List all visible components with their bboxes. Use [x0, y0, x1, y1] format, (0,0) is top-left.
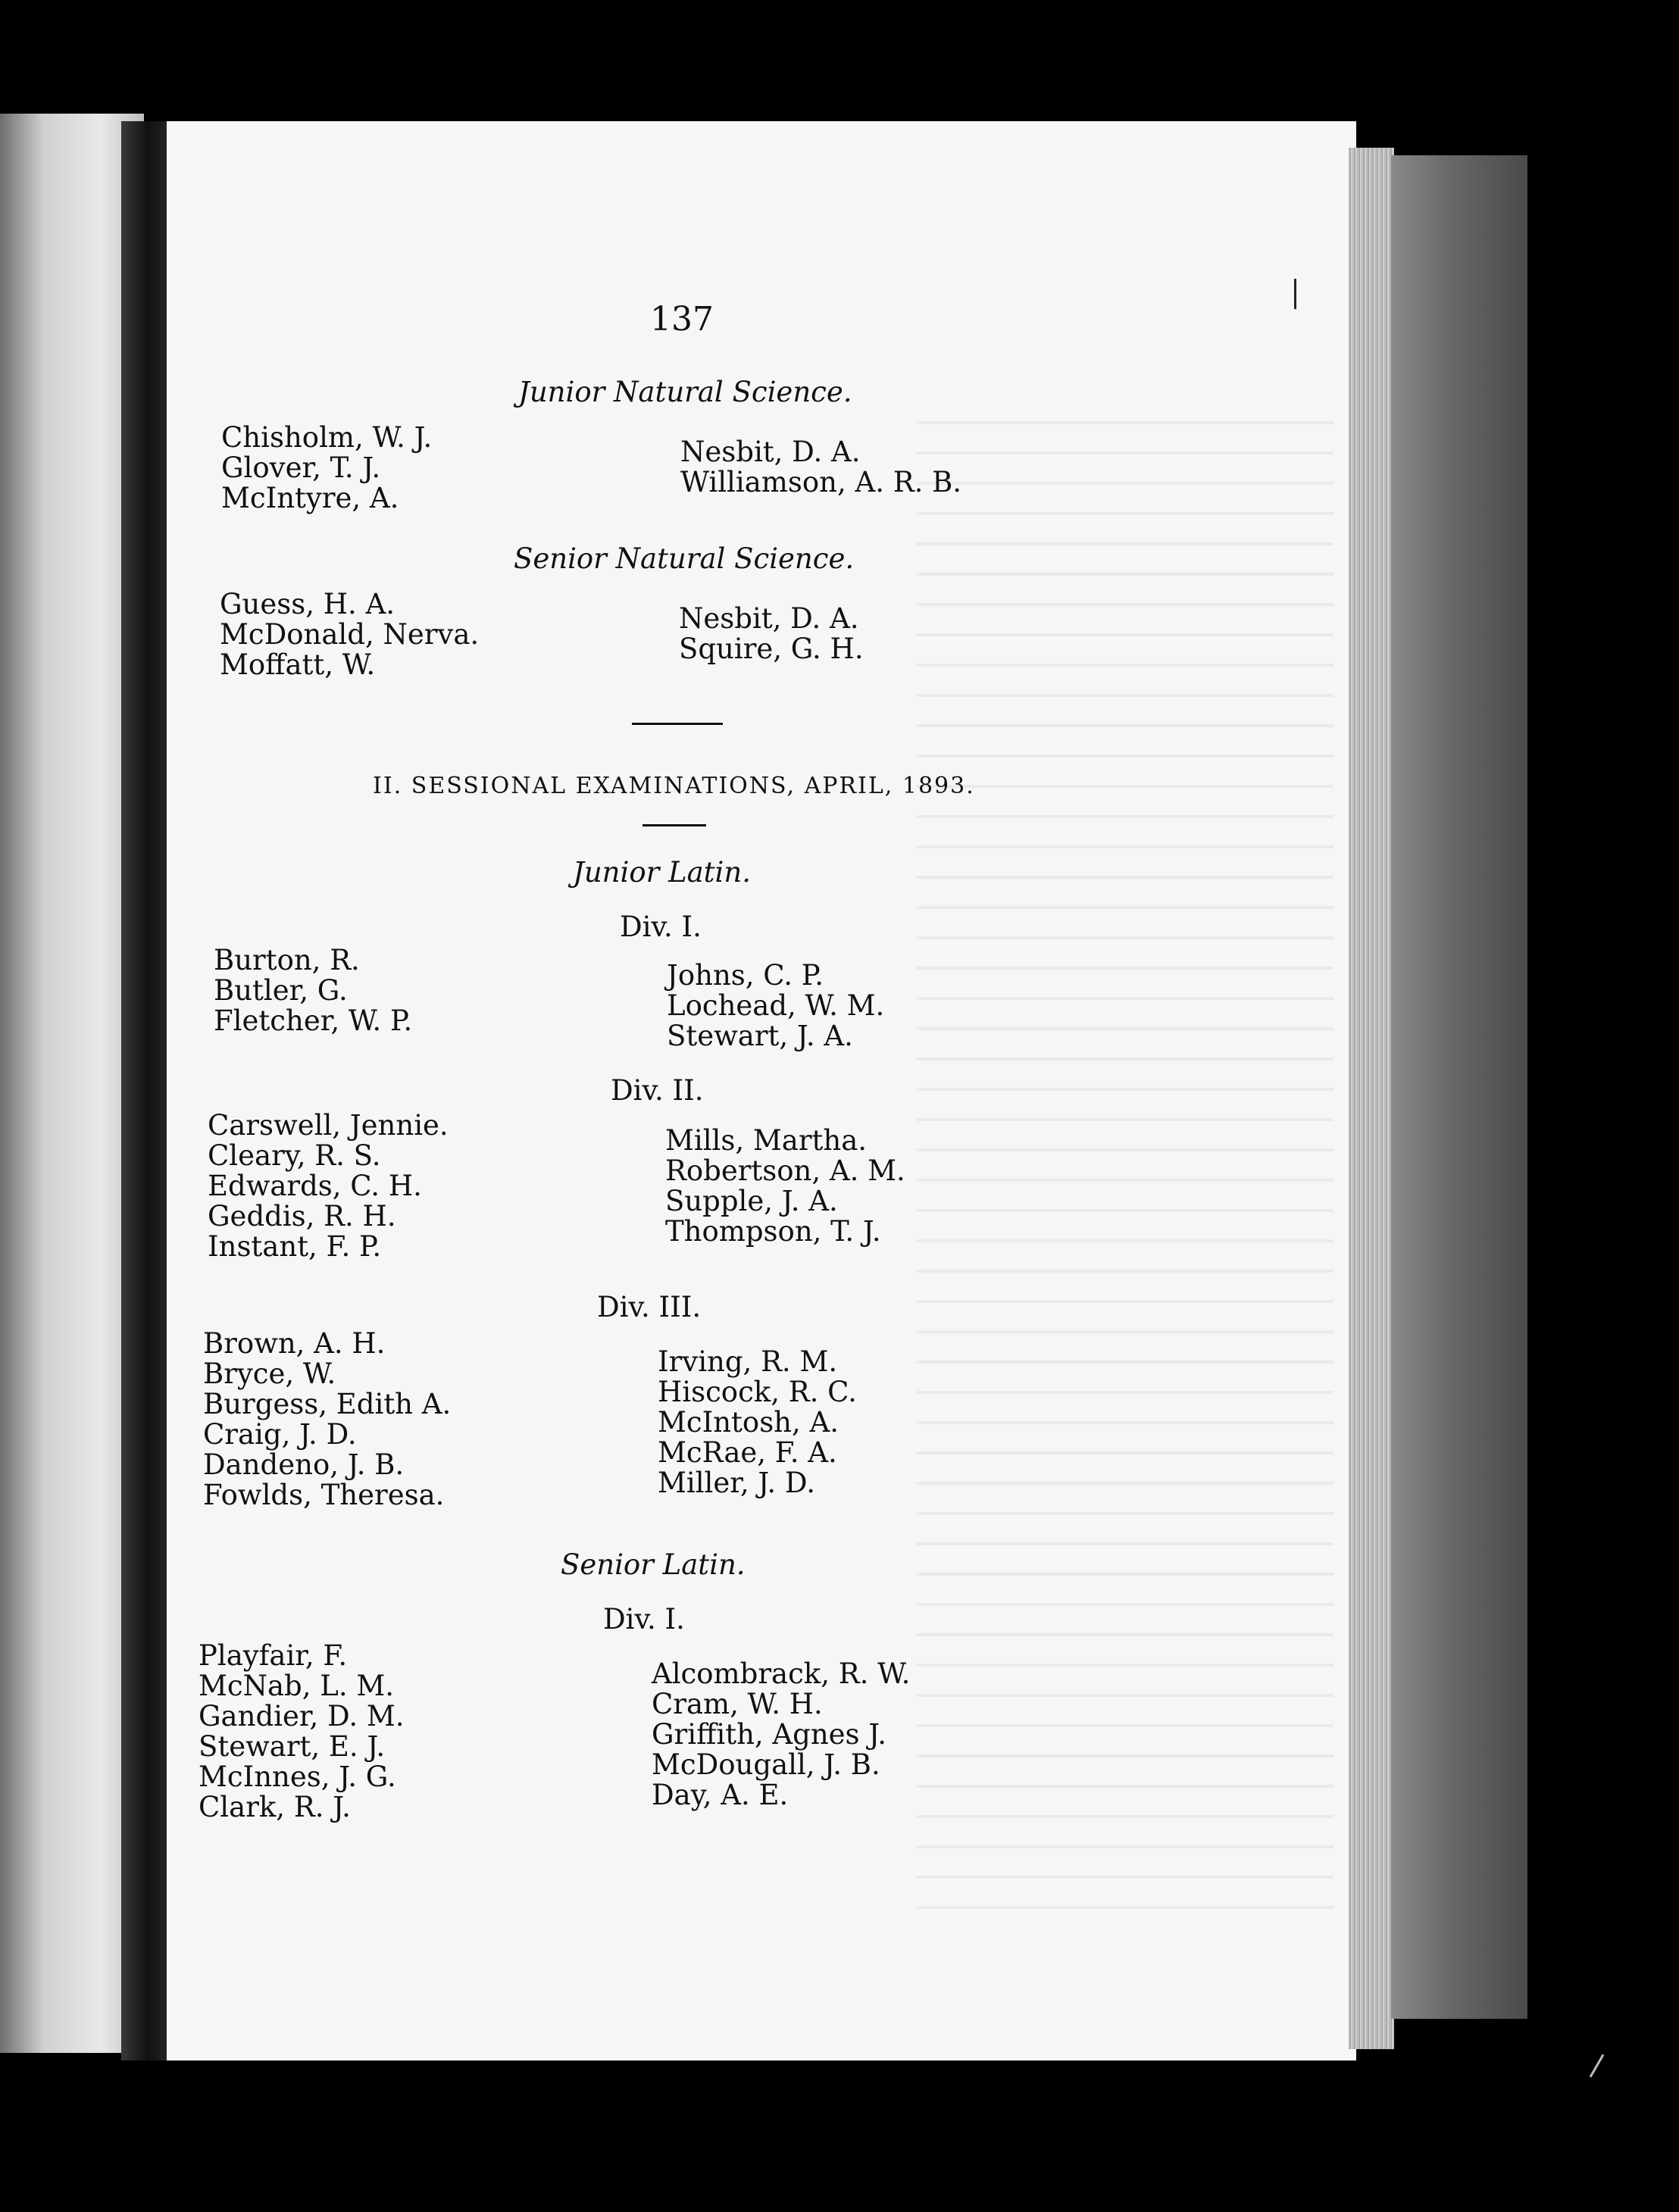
section-heading-senior-latin: Senior Latin.: [561, 1548, 746, 1581]
list-item: Irving, R. M.: [658, 1345, 838, 1378]
list-item: Carswell, Jennie.: [208, 1109, 449, 1142]
list-item: Squire, G. H.: [679, 633, 864, 665]
list-item: McInnes, J. G.: [199, 1761, 396, 1793]
divider-rule: [632, 723, 723, 725]
list-item: Mills, Martha.: [665, 1124, 868, 1157]
section-heading-junior-natural-science: Junior Natural Science.: [518, 376, 852, 408]
section-heading-junior-latin: Junior Latin.: [573, 856, 751, 889]
section-heading-senior-natural-science: Senior Natural Science.: [514, 542, 855, 575]
list-item: Miller, J. D.: [658, 1467, 816, 1499]
list-item: Chisholm, W. J.: [221, 421, 433, 454]
list-item: Craig, J. D.: [203, 1418, 357, 1451]
list-item: Day, A. E.: [652, 1779, 789, 1811]
list-item: Johns, C. P.: [667, 959, 824, 992]
list-item: Robertson, A. M.: [665, 1154, 905, 1187]
show-through: [917, 394, 1334, 1909]
list-item: Griffith, Agnes J.: [652, 1718, 887, 1751]
list-item: Guess, H. A.: [220, 588, 396, 620]
list-item: McIntyre, A.: [221, 482, 399, 514]
list-item: Cleary, R. S.: [208, 1139, 381, 1172]
division-label: Div. II.: [611, 1074, 704, 1107]
list-item: Moffatt, W.: [220, 648, 376, 681]
list-item: Brown, A. H.: [203, 1327, 386, 1360]
list-item: Supple, J. A.: [665, 1185, 838, 1217]
list-item: Stewart, J. A.: [667, 1020, 853, 1052]
divider-rule: [643, 824, 706, 826]
list-item: McNab, L. M.: [199, 1670, 394, 1702]
stray-mark: [1590, 2054, 1605, 2078]
list-item: Burton, R.: [214, 944, 360, 976]
division-label: Div. III.: [597, 1291, 702, 1323]
list-item: Clark, R. J.: [199, 1791, 351, 1823]
page-edges: [1349, 148, 1394, 2049]
book-side: [1391, 155, 1527, 2019]
list-item: Geddis, R. H.: [208, 1200, 396, 1233]
list-item: Burgess, Edith A.: [203, 1388, 452, 1420]
list-item: Playfair, F.: [199, 1639, 348, 1672]
page-number: 137: [650, 300, 714, 339]
list-item: Alcombrack, R. W.: [652, 1657, 911, 1690]
list-item: Thompson, T. J.: [665, 1215, 881, 1248]
list-item: Butler, G.: [214, 974, 348, 1007]
list-item: Lochead, W. M.: [667, 989, 885, 1022]
list-item: Williamson, A. R. B.: [680, 466, 962, 498]
list-item: Cram, W. H.: [652, 1688, 823, 1720]
section-title: II. SESSIONAL EXAMINATIONS, APRIL, 1893.: [373, 773, 975, 799]
list-item: Nesbit, D. A.: [680, 436, 861, 468]
list-item: McRae, F. A.: [658, 1436, 837, 1469]
list-item: Edwards, C. H.: [208, 1170, 422, 1202]
list-item: Bryce, W.: [203, 1358, 336, 1390]
division-label: Div. I.: [620, 911, 702, 943]
list-item: McDougall, J. B.: [652, 1748, 880, 1781]
list-item: Dandeno, J. B.: [203, 1448, 405, 1481]
list-item: Nesbit, D. A.: [679, 602, 859, 635]
list-item: Hiscock, R. C.: [658, 1376, 857, 1408]
list-item: Gandier, D. M.: [199, 1700, 405, 1732]
stray-mark: [1294, 279, 1296, 309]
list-item: Instant, F. P.: [208, 1230, 382, 1263]
list-item: McIntosh, A.: [658, 1406, 840, 1439]
division-label: Div. I.: [603, 1603, 685, 1636]
list-item: Fowlds, Theresa.: [203, 1479, 445, 1511]
list-item: Fletcher, W. P.: [214, 1004, 413, 1037]
list-item: McDonald, Nerva.: [220, 618, 480, 651]
list-item: Stewart, E. J.: [199, 1730, 386, 1763]
list-item: Glover, T. J.: [221, 451, 381, 484]
